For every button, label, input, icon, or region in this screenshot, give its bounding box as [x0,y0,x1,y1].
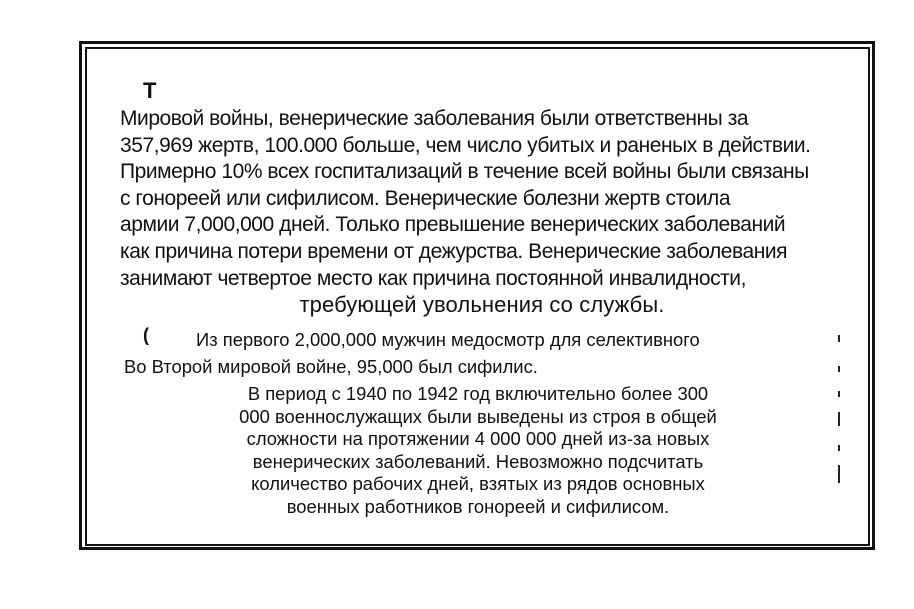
text-line: армии 7,000,000 дней. Только превышение венерических заболеваний [120,213,786,237]
text-line: 357,969 жертв, 100.000 больше, чем число убитых и раненых в действии. [120,133,811,157]
text-line: 000 военнослужащих были выведены из строя в общей [239,405,717,427]
right-edge-mark [838,391,840,397]
paragraph-venereal-losses [120,106,844,319]
paragraph-medical-exam-line: Из первого 2,000,000 мужчин медосмотр для селективного [196,329,700,350]
cropped-bracket-glyph: ( [143,325,149,345]
text-line: Примерно 10% всех госпитализаций в течение всей войны были связаны [120,160,809,184]
right-edge-mark [838,335,840,342]
text-line: как причина потери времени от дежурства. Венерические заболевания [120,239,788,263]
cropped-heading-letter: Т [143,78,157,103]
text-line: с гонореей или сифилисом. Венерические болезни жертв стоила [120,186,731,210]
right-edge-mark [838,412,840,426]
text-line: Мировой войны, венерические заболевания были ответственны за [120,107,749,130]
paragraph-1940-1942 [180,383,776,519]
right-edge-mark [838,465,840,483]
text-line: венерических заболеваний. Невозможно подсчитать [252,450,704,472]
text-line: сложности на протяжении 4 000 000 дней из-за новых [246,428,710,450]
right-edge-mark [838,366,840,372]
text-line: количество рабочих дней, взятых из рядов основных [251,473,705,495]
text-line: требующей увольнения со службы. [299,292,665,318]
text-line: В период с 1940 по 1942 год включительно более 300 [247,383,709,404]
right-edge-mark [838,445,840,451]
text-line: занимают четвертое место как причина постоянной инвалидности, [120,266,746,290]
text-line: военных работников гонореей и сифилисом. [286,495,670,517]
paragraph-syphilis-line: Во Второй мировой войне, 95,000 был сифилис. [124,356,538,377]
